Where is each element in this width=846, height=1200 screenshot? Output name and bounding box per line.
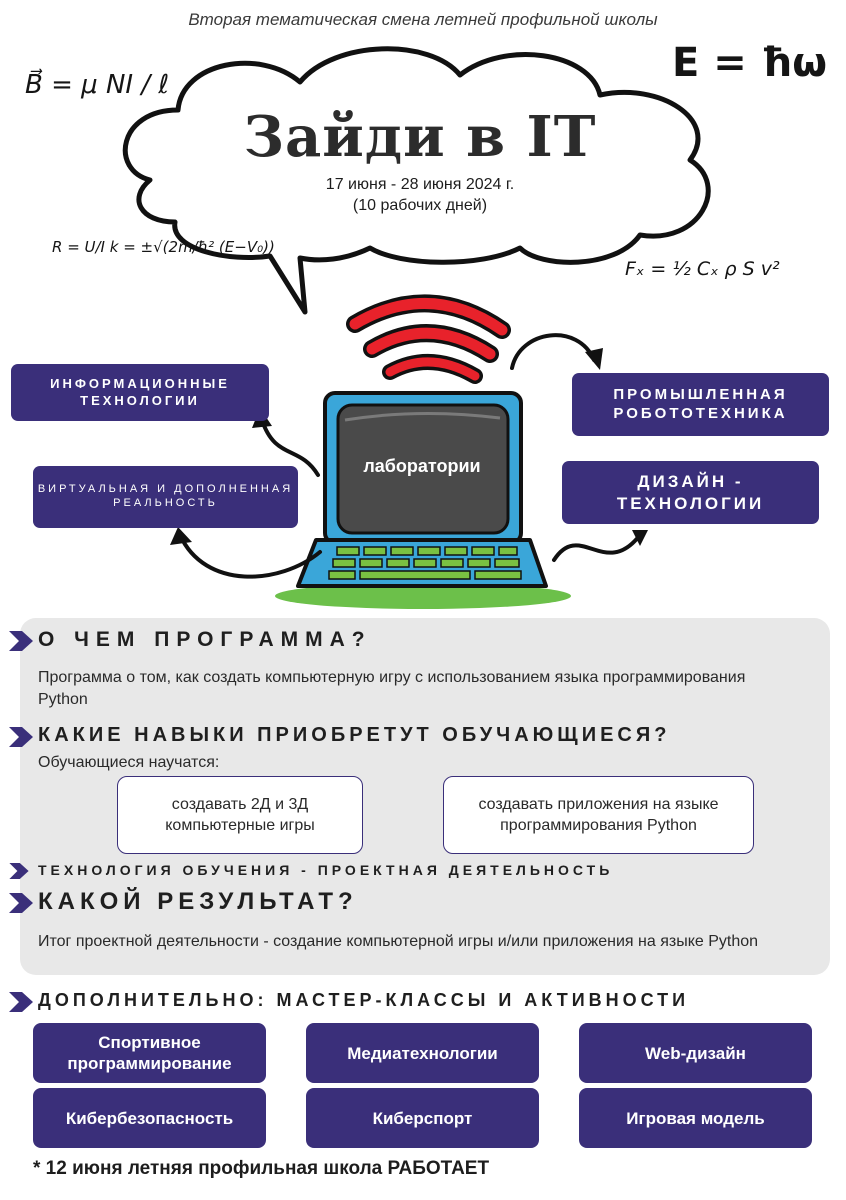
- activity-sport-programming: Спортивное программирование: [33, 1023, 266, 1083]
- laptop-label: лаборатории: [363, 456, 481, 476]
- section-skills-heading: КАКИЕ НАВЫКИ ПРИОБРЕТУТ ОБУЧАЮЩИЕСЯ?: [38, 724, 671, 746]
- chevron-right-icon: [9, 631, 33, 651]
- section-program-text: Программа о том, как создать компьютерную игру с использованием языка программирования Python: [38, 669, 746, 708]
- formula-photon-energy: E = ħω: [672, 40, 828, 86]
- formula-ohm-law: R = U/I k = ±√(2m/ħ² (E−V₀)): [52, 238, 275, 256]
- chevron-right-icon: [9, 893, 33, 913]
- category-design: ДИЗАЙН - ТЕХНОЛОГИИ: [562, 461, 819, 524]
- section-program-heading: О ЧЕМ ПРОГРАММА?: [38, 628, 372, 651]
- chevron-right-icon: [9, 863, 29, 879]
- section-result-heading: КАКОЙ РЕЗУЛЬТАТ?: [38, 888, 358, 915]
- category-vr-ar: ВИРТУАЛЬНАЯ И ДОПОЛНЕННАЯ РЕАЛЬНОСТЬ: [33, 466, 298, 528]
- dates-range: 17 июня - 28 июня 2024 г.: [325, 176, 515, 193]
- formula-drag-force: Fₓ = ½ Cₓ ρ S v²: [625, 258, 780, 280]
- category-it: ИНФОРМАЦИОННЫЕ ТЕХНОЛОГИИ: [11, 364, 269, 421]
- activity-web-design: Web-дизайн: [579, 1023, 812, 1083]
- section-result-text: Итог проектной деятельности - создание компьютерной игры и/или приложения на языке Python: [38, 933, 759, 950]
- activity-media: Медиатехнологии: [306, 1023, 539, 1083]
- skill-box-apps: создавать приложения на языке программирования Python: [443, 776, 754, 854]
- footnote: * 12 июня летняя профильная школа РАБОТАЕТ: [33, 1158, 490, 1179]
- activity-esports: Киберспорт: [306, 1088, 539, 1148]
- page-title: Зайди в IT: [243, 104, 597, 170]
- category-robotics: ПРОМЫШЛЕННАЯ РОБОТОТЕХНИКА: [572, 373, 829, 436]
- school-subtitle: Вторая тематическая смена летней профильной школы: [188, 10, 658, 29]
- activity-cybersecurity: Кибербезопасность: [33, 1088, 266, 1148]
- section-skills-intro: Обучающиеся научатся:: [38, 754, 220, 771]
- chevron-right-icon: [9, 727, 33, 747]
- activity-game-model: Игровая модель: [579, 1088, 812, 1148]
- section-technology-heading: ТЕХНОЛОГИЯ ОБУЧЕНИЯ - ПРОЕКТНАЯ ДЕЯТЕЛЬНОСТЬ: [38, 862, 614, 878]
- skill-box-games: создавать 2Д и 3Д компьютерные игры: [117, 776, 363, 854]
- dates-duration: (10 рабочих дней): [352, 197, 488, 214]
- section-extra-heading: ДОПОЛНИТЕЛЬНО: МАСТЕР-КЛАССЫ И АКТИВНОСТИ: [38, 990, 690, 1010]
- formula-magnetic-field: B⃗ = μ NI / ℓ: [25, 70, 170, 100]
- chevron-right-icon: [9, 992, 33, 1012]
